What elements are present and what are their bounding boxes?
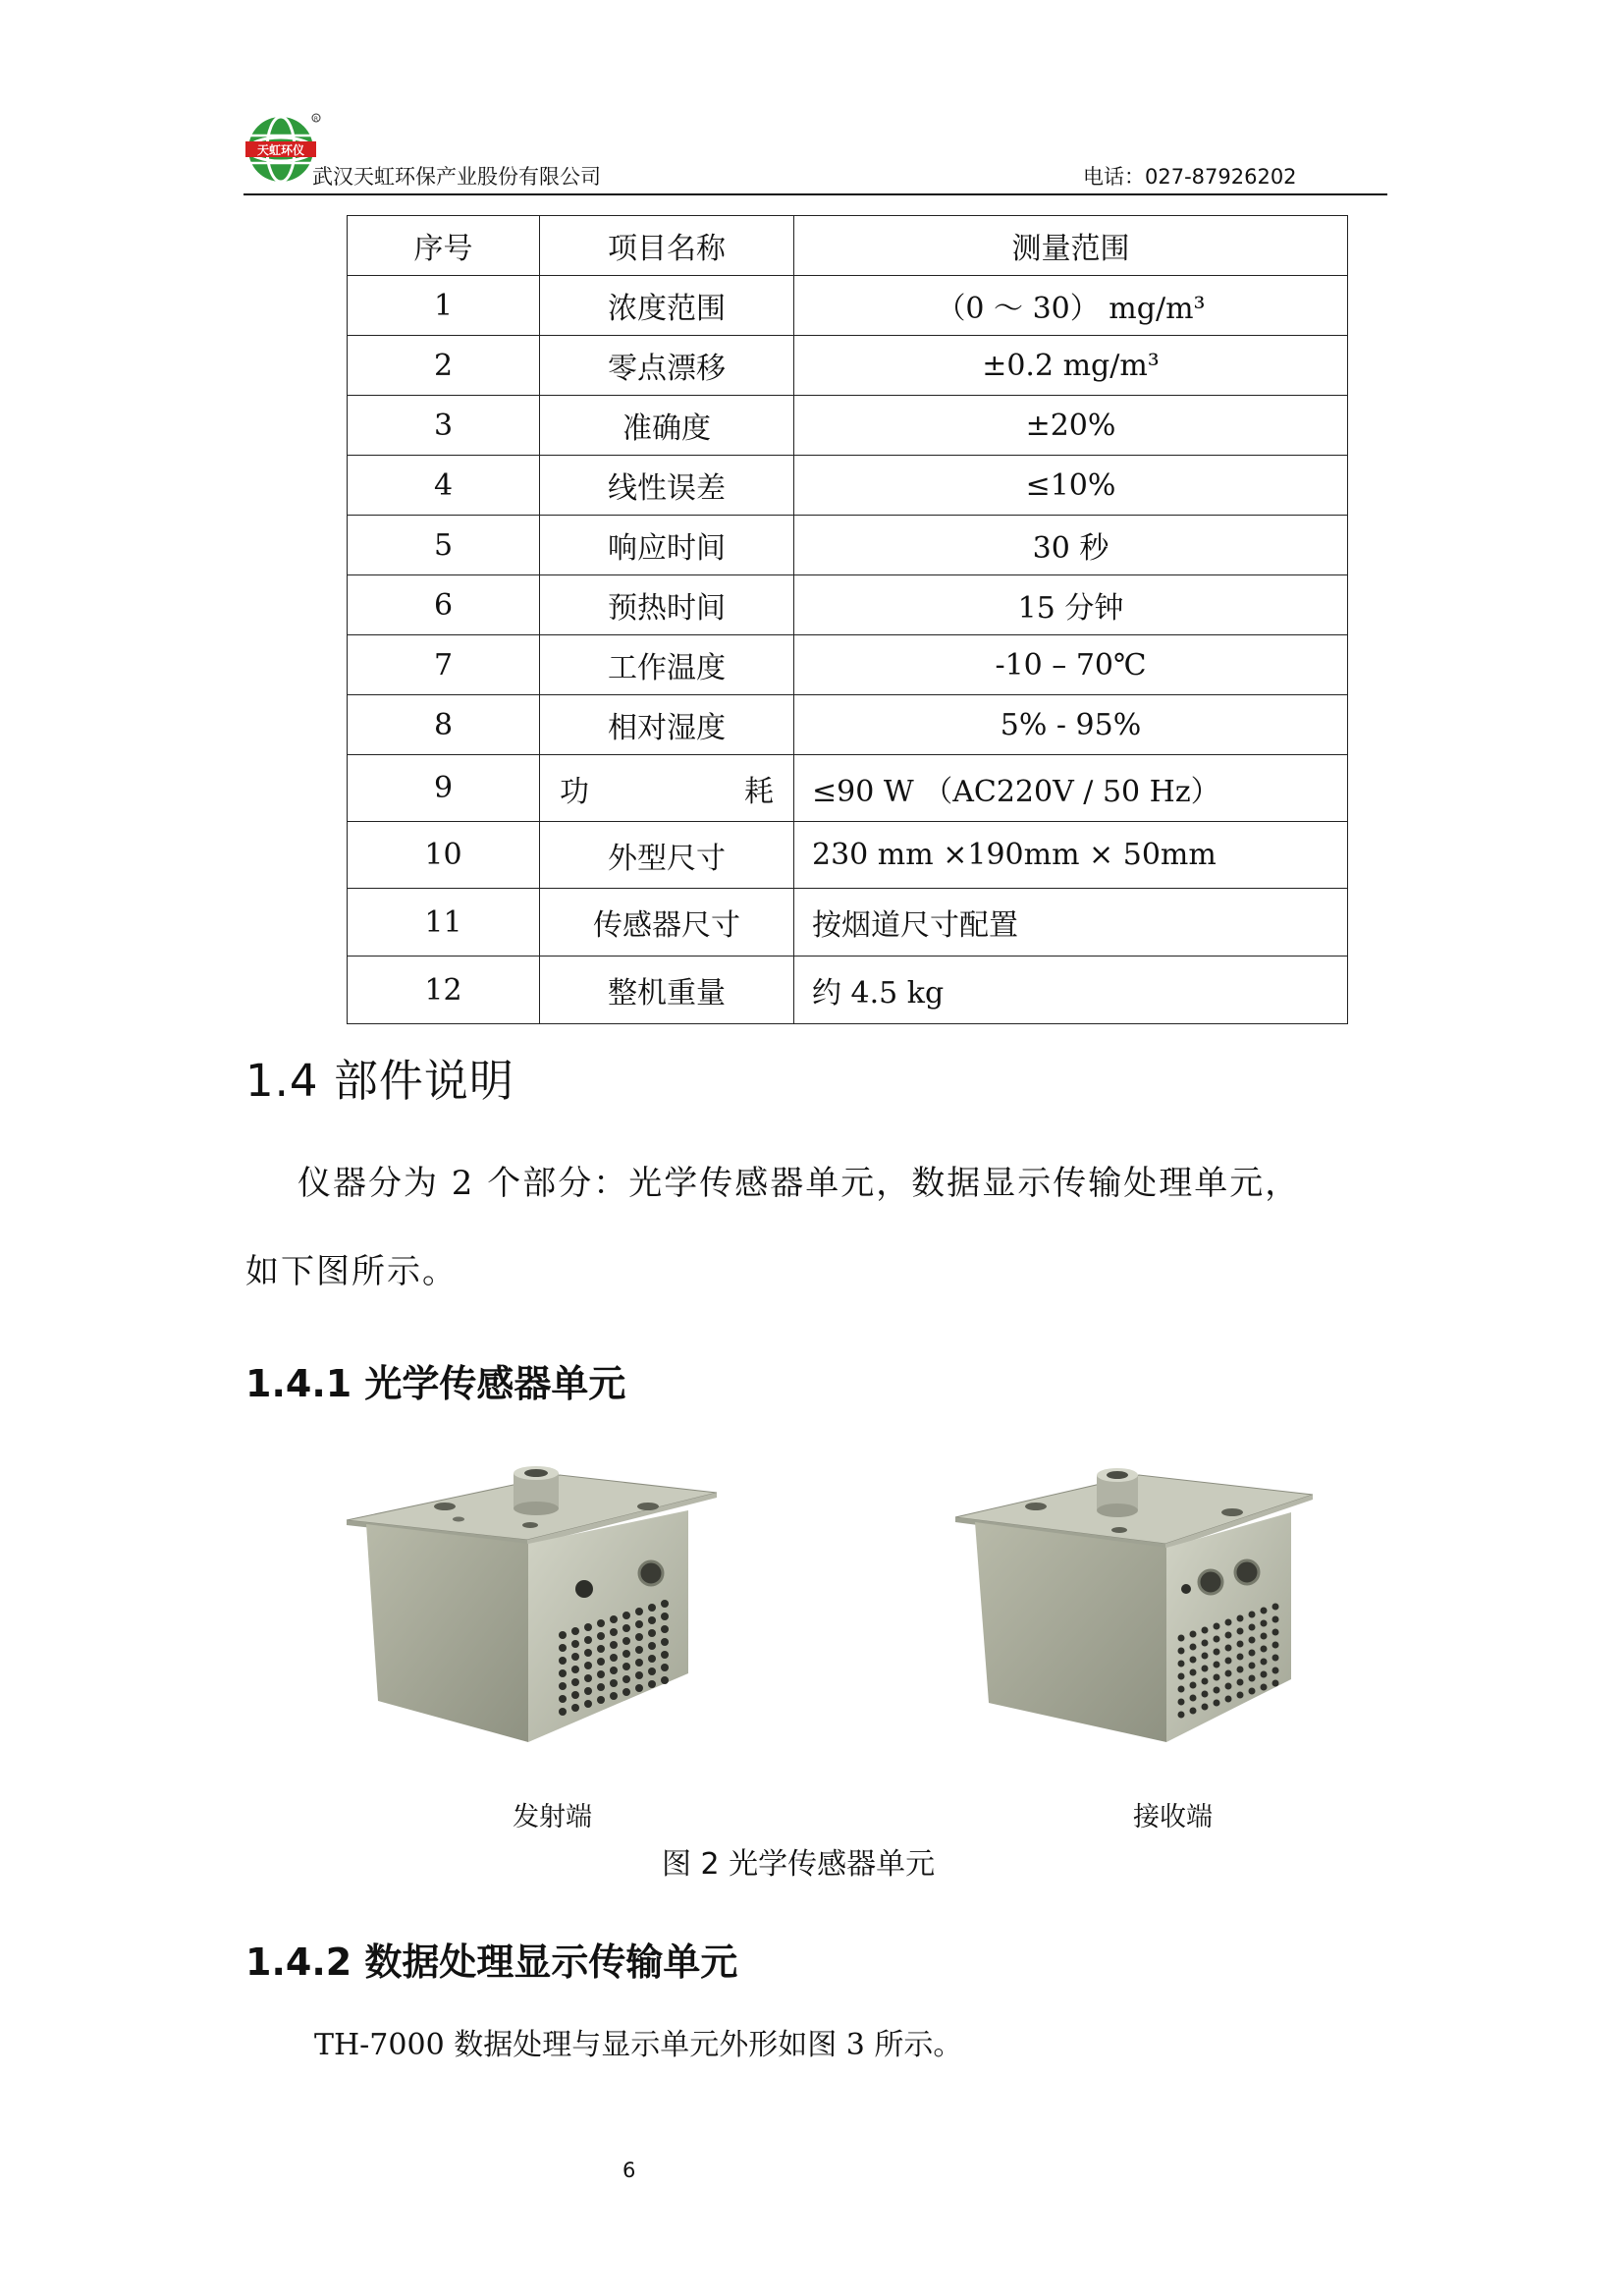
- svg-text:R: R: [313, 116, 319, 123]
- receiver-unit-photo: [947, 1463, 1321, 1758]
- table-row: [348, 575, 1348, 635]
- header-divider: [243, 193, 1387, 195]
- spec-table: [347, 215, 1348, 1024]
- table-row: [348, 336, 1348, 396]
- company-logo: [243, 110, 322, 189]
- phone-number: 电话：027-87926202: [1083, 165, 1297, 189]
- row-value: ≤10%: [794, 456, 1348, 516]
- row-index: 11: [348, 889, 540, 957]
- table-row: [348, 755, 1348, 822]
- row-item: 工作温度: [540, 635, 794, 695]
- row-index: 1: [348, 276, 540, 336]
- emitter-unit-photo: [339, 1463, 731, 1758]
- paragraph-line: 仪器分为 2 个部分：光学传感器单元，数据显示传输处理单元，: [298, 1164, 1301, 1203]
- row-value: -10 – 70℃: [794, 635, 1348, 695]
- table-header-row: [348, 216, 1348, 276]
- paragraph: TH-7000 数据处理与显示单元外形如图 3 所示。: [314, 2028, 963, 2062]
- table-row: [348, 635, 1348, 695]
- row-value: 按烟道尺寸配置: [794, 889, 1348, 957]
- row-index: 8: [348, 695, 540, 755]
- row-item: 整机重量: [540, 957, 794, 1024]
- table-row: [348, 396, 1348, 456]
- row-item: 零点漂移: [540, 336, 794, 396]
- row-item: 准确度: [540, 396, 794, 456]
- logo-text: 天虹环仪: [256, 143, 305, 157]
- row-value: ≤90 W （AC220V / 50 Hz）: [794, 755, 1348, 822]
- row-value: 5% - 95%: [794, 695, 1348, 755]
- table-row: [348, 695, 1348, 755]
- row-item: 相对湿度: [540, 695, 794, 755]
- page-number: 6: [622, 2159, 636, 2182]
- row-value: ±0.2 mg/m³: [794, 336, 1348, 396]
- table-row: [348, 957, 1348, 1024]
- table-row: [348, 276, 1348, 336]
- row-index: 6: [348, 575, 540, 635]
- section-heading-1-4: 1.4 部件说明: [245, 1055, 514, 1107]
- header-cell: 项目名称: [540, 216, 794, 276]
- row-value: ±20%: [794, 396, 1348, 456]
- row-item: 预热时间: [540, 575, 794, 635]
- row-index: 7: [348, 635, 540, 695]
- company-name: 武汉天虹环保产业股份有限公司: [312, 165, 601, 189]
- table-row: [348, 456, 1348, 516]
- table-row: [348, 516, 1348, 575]
- row-index: 5: [348, 516, 540, 575]
- row-value: 约 4.5 kg: [794, 957, 1348, 1024]
- row-item: 功耗: [540, 755, 794, 822]
- row-value: （0 ～ 30） mg/m³: [794, 276, 1348, 336]
- row-index: 4: [348, 456, 540, 516]
- row-index: 9: [348, 755, 540, 822]
- header-cell: 测量范围: [794, 216, 1348, 276]
- section-heading-1-4-2: 1.4.2 数据处理显示传输单元: [245, 1941, 738, 1984]
- row-value: 230 mm ×190mm × 50mm: [794, 822, 1348, 889]
- row-index: 12: [348, 957, 540, 1024]
- paragraph-line: 如下图所示。: [245, 1252, 458, 1291]
- table-row: [348, 889, 1348, 957]
- row-value: 15 分钟: [794, 575, 1348, 635]
- figure-caption: 图 2 光学传感器单元: [662, 1847, 936, 1882]
- row-item: 传感器尺寸: [540, 889, 794, 957]
- row-index: 10: [348, 822, 540, 889]
- row-index: 3: [348, 396, 540, 456]
- table-row: [348, 822, 1348, 889]
- row-item: 浓度范围: [540, 276, 794, 336]
- row-index: 2: [348, 336, 540, 396]
- row-item: 响应时间: [540, 516, 794, 575]
- header-cell: 序号: [348, 216, 540, 276]
- caption-emitter: 发射端: [513, 1802, 592, 1832]
- caption-receiver: 接收端: [1133, 1802, 1213, 1832]
- section-heading-1-4-1: 1.4.1 光学传感器单元: [245, 1362, 626, 1405]
- row-item: 线性误差: [540, 456, 794, 516]
- row-item: 外型尺寸: [540, 822, 794, 889]
- row-value: 30 秒: [794, 516, 1348, 575]
